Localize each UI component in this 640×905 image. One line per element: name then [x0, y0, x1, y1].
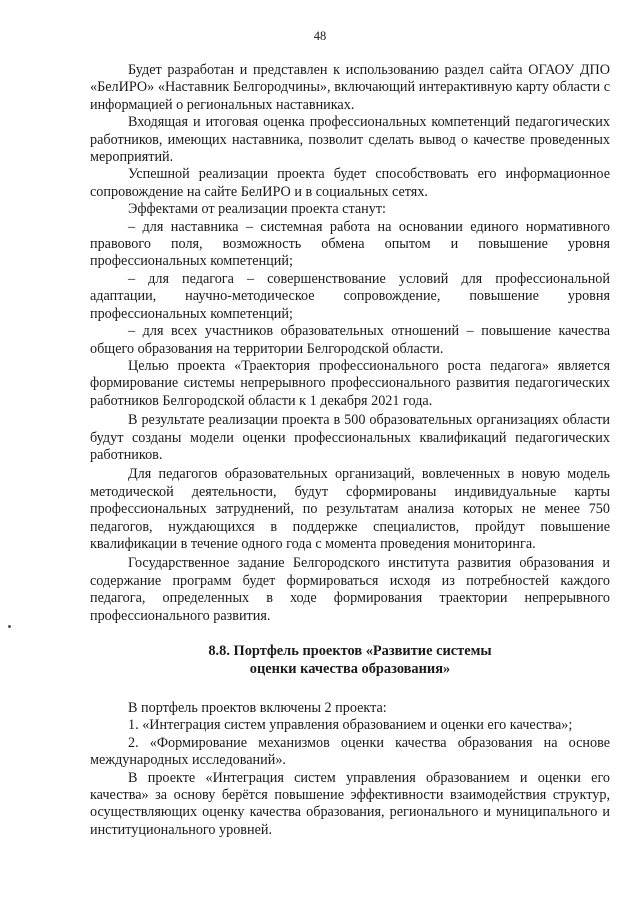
list-item-project-2: 2. «Формирование механизмов оценки качества образования на основе международных исследований».	[90, 734, 610, 769]
section-heading-line-2: оценки качества образования»	[249, 661, 451, 677]
section-heading	[90, 642, 610, 678]
paragraph-effects-intro: Эффектами от реализации проекта станут:	[128, 201, 386, 218]
list-item-teacher: – для педагога – совершенствование условий для профессиональной адаптации, научно-методическое сопровождение, повышение уровня профессиональных компетенций;	[90, 270, 610, 322]
paragraph-integration-project: В проекте «Интеграция систем управления образованием и оценки его качества» за основу берётся повышение эффективности взаимодействия структур, осуществляющих оценку качества образования, регионального и муниципального и институционального уровней.	[90, 769, 610, 838]
paragraph-site-section: Будет разработан и представлен к использованию раздел сайта ОГАОУ ДПО «БелИРО» «Наставник Белгородчины», включающий интерактивную карту области с информацией о региональных наставниках.	[90, 62, 610, 113]
list-item-mentor: – для наставника – системная работа на основании единого нормативного правового поля, возможность обмена опытом и повышение уровня профессиональных компетенций;	[90, 218, 610, 270]
document-body	[90, 62, 610, 839]
page-number: 48	[313, 29, 327, 43]
margin-speck	[8, 625, 11, 628]
paragraph-portfolio-intro: В портфель проектов включены 2 проекта:	[128, 700, 387, 716]
list-item-project-1: 1. «Интеграция систем управления образованием и оценки его качества»;	[128, 717, 573, 734]
section-heading-line-1: 8.8. Портфель проектов «Развитие системы	[208, 643, 492, 659]
paragraph-state-task: Государственное задание Белгородского института развития образования и содержание программ будет формироваться исходя из потребностей каждого педагога, определенных в ходе формирования траектории непрерывного профессионального развития.	[90, 555, 610, 624]
paragraph-info-support: Успешной реализации проекта будет способствовать его информационное сопровождение на сайте БелИРО и в социальных сетях.	[90, 166, 610, 200]
list-item-participants: – для всех участников образовательных отношений – повышение качества общего образования на территории Белгородской области.	[90, 323, 610, 357]
paragraph-teacher-maps: Для педагогов образовательных организаций, вовлеченных в новую модель методической деятельности, будут сформированы индивидуальные карты профессиональных затруднений, по результатам анализа которых не менее 750 педагогов, нуждающихся в поддержке специалистов, пройдут повышение квалификации в течение одного года с момента проведения мониторинга.	[90, 466, 610, 552]
paragraph-assessment: Входящая и итоговая оценка профессиональных компетенций педагогических работников, имеющих наставника, позволит сделать вывод о качестве проведенных мероприятий.	[90, 114, 610, 166]
paragraph-project-result: В результате реализации проекта в 500 образовательных организациях области будут созданы модели оценки профессиональных квалификаций педагогических работников.	[90, 412, 610, 463]
paragraph-project-goal: Целью проекта «Траектория профессионального роста педагога» является формирование системы непрерывного профессионального развития педагогических работников Белгородской области к 1 декабря 2021 года.	[90, 357, 610, 409]
